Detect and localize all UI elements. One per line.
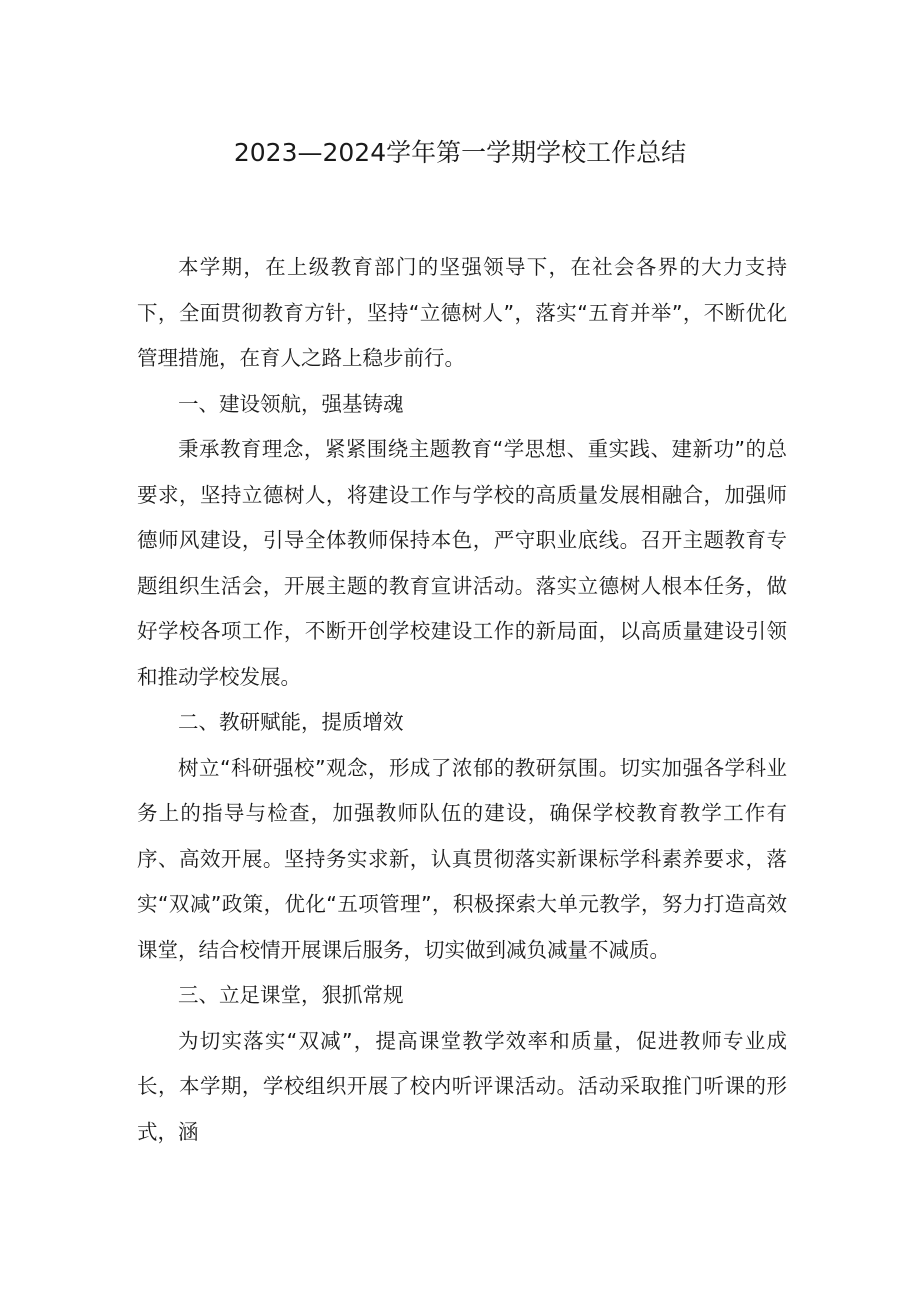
section-paragraph-2: 树立“科研强校”观念，形成了浓郁的教研氛围。切实加强各学科业务上的指导与检查，加强教师队伍的建设，确保学校教育教学工作有序、高效开展。坚持务实求新，认真贯彻落实新课标学科素养要求，落实“双减”政策，优化“五项管理”，积极探索大单元教学，努力打造高效课堂，结合校情开展课后服务，切实做到减负减量不减质。 bbox=[137, 755, 787, 962]
section-heading-2: 二、教研赋能，提质增效 bbox=[178, 710, 404, 734]
section-paragraph-3: 为切实落实“双减”，提高课堂教学效率和质量，促进教师专业成长，本学期，学校组织开展了校内听评课活动。活动采取推门听课的形式，涵 bbox=[137, 1028, 787, 1144]
document-title: 2023—2024学年第一学期学校工作总结 bbox=[233, 138, 687, 167]
section-heading-1: 一、建设领航，强基铸魂 bbox=[178, 391, 404, 416]
intro-paragraph: 本学期，在上级教育部门的坚强领导下，在社会各界的大力支持下，全面贯彻教育方针，坚持“立德树人”，落实“五育并举”，不断优化管理措施，在育人之路上稳步前行。 bbox=[137, 255, 787, 370]
section-heading-3: 三、立足课堂，狠抓常规 bbox=[178, 983, 404, 1007]
document-body bbox=[137, 245, 787, 1155]
section-paragraph-1: 秉承教育理念，紧紧围绕主题教育“学思想、重实践、建新功”的总要求，坚持立德树人，将建设工作与学校的高质量发展相融合，加强师德师风建设，引导全体教师保持本色，严守职业底线。召开主题教育专题组织生活会，开展主题的教育宣讲活动。落实立德树人根本任务，做好学校各项工作，不断开创学校建设工作的新局面，以高质量建设引领和推动学校发展。 bbox=[137, 437, 787, 689]
